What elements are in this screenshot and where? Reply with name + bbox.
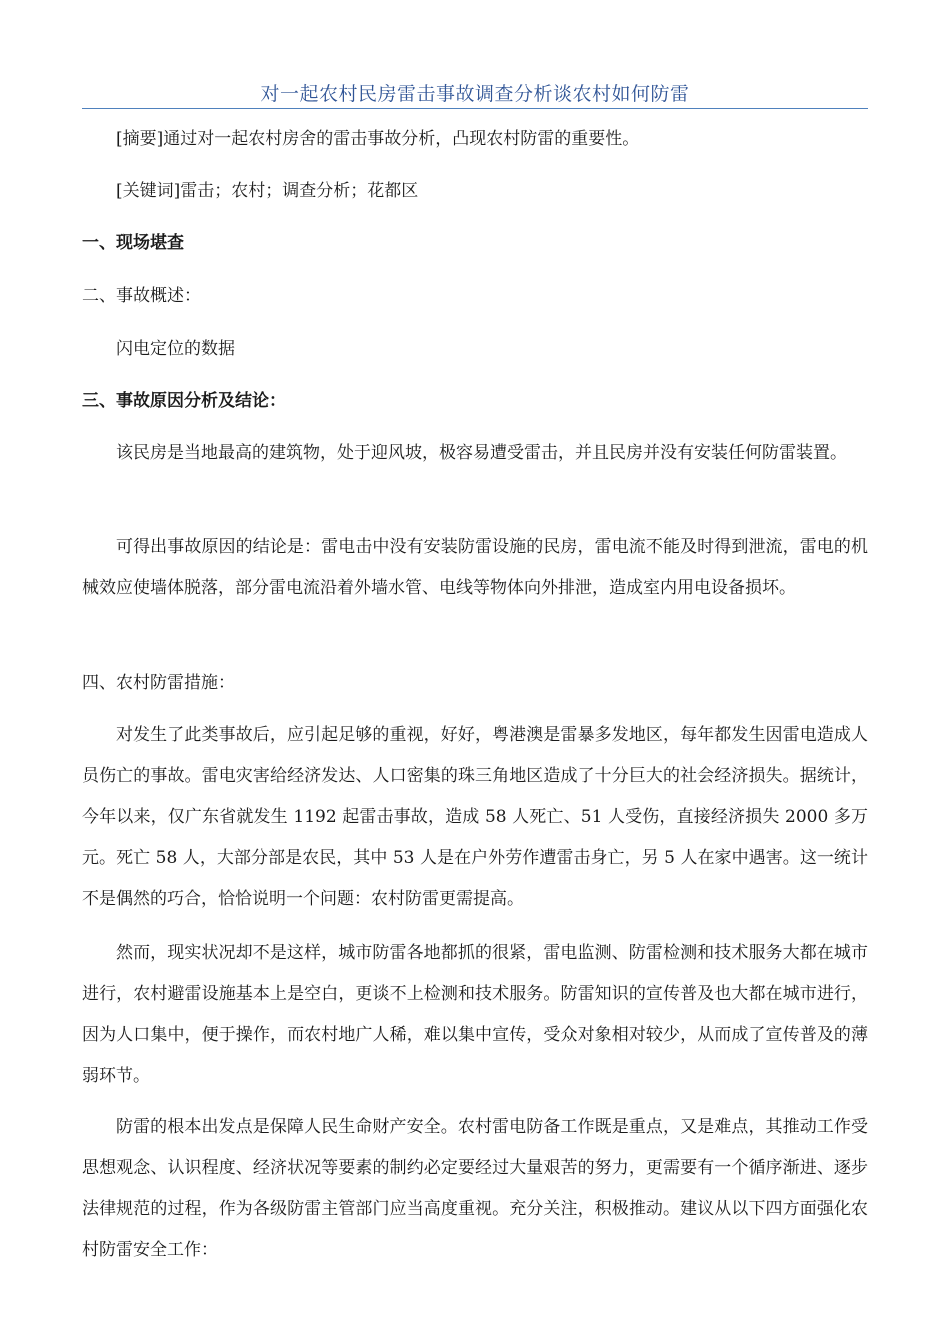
section-3-paragraph-1: 该民房是当地最高的建筑物，处于迎风坡，极容易遭受雷击，并且民房并没有安装任何防雷装置。 — [116, 443, 847, 463]
section-1-heading: 一、现场堪查 — [82, 233, 184, 253]
document-title: 对一起农村民房雷击事故调查分析谈农村如何防雷 — [260, 83, 690, 105]
section-2-heading: 二、事故概述： — [82, 286, 201, 306]
section-2-item: 闪电定位的数据 — [116, 339, 235, 359]
title-underline — [82, 108, 868, 109]
section-3-heading: 三、事故原因分析及结论： — [82, 391, 286, 411]
section-4-paragraph-1: 对发生了此类事故后，应引起足够的重视，好好，粤港澳是雷暴多发地区，每年都发生因雷电造成人员伤亡的事故。雷电灾害给经济发达、人口密集的珠三角地区造成了十分巨大的社会经济损失。据统计，今年以来，仅广东省就发生 1192 起雷击事故，造成 58 人死亡、51 人受伤，直接经济损失 2000 多万元。死亡 58 人，大部分部是农民，其中 53 人是在户外劳作遭雷击身亡，另 5 人在家中遇害。这一统计不是偶然的巧合，恰恰说明一个问题：农村防雷更需提高。 — [82, 725, 868, 909]
section-4-paragraph-2: 然而，现实状况却不是这样，城市防雷各地都抓的很紧，雷电监测、防雷检测和技术服务大都在城市进行，农村避雷设施基本上是空白，更谈不上检测和技术服务。防雷知识的宣传普及也大都在城市进行，因为人口集中，便于操作，而农村地广人稀，难以集中宣传，受众对象相对较少，从而成了宣传普及的薄弱环节。 — [82, 943, 868, 1086]
section-3-paragraph-2: 可得出事故原因的结论是：雷电击中没有安装防雷设施的民房，雷电流不能及时得到泄流，雷电的机械效应使墙体脱落，部分雷电流沿着外墙水管、电线等物体向外排泄，造成室内用电设备损坏。 — [82, 537, 868, 598]
keywords: [关键词]雷击；农村；调查分析；花都区 — [116, 181, 419, 201]
abstract: [摘要]通过对一起农村房舍的雷击事故分析，凸现农村防雷的重要性。 — [116, 129, 640, 149]
section-4-heading: 四、农村防雷措施： — [82, 673, 235, 693]
section-4-paragraph-3: 防雷的根本出发点是保障人民生命财产安全。农村雷电防备工作既是重点，又是难点，其推动工作受思想观念、认识程度、经济状况等要素的制约必定要经过大量艰苦的努力，更需要有一个循序渐进、逐步法律规范的过程，作为各级防雷主管部门应当高度重视。充分关注，积极推动。建议从以下四方面强化农村防雷安全工作： — [82, 1117, 868, 1260]
